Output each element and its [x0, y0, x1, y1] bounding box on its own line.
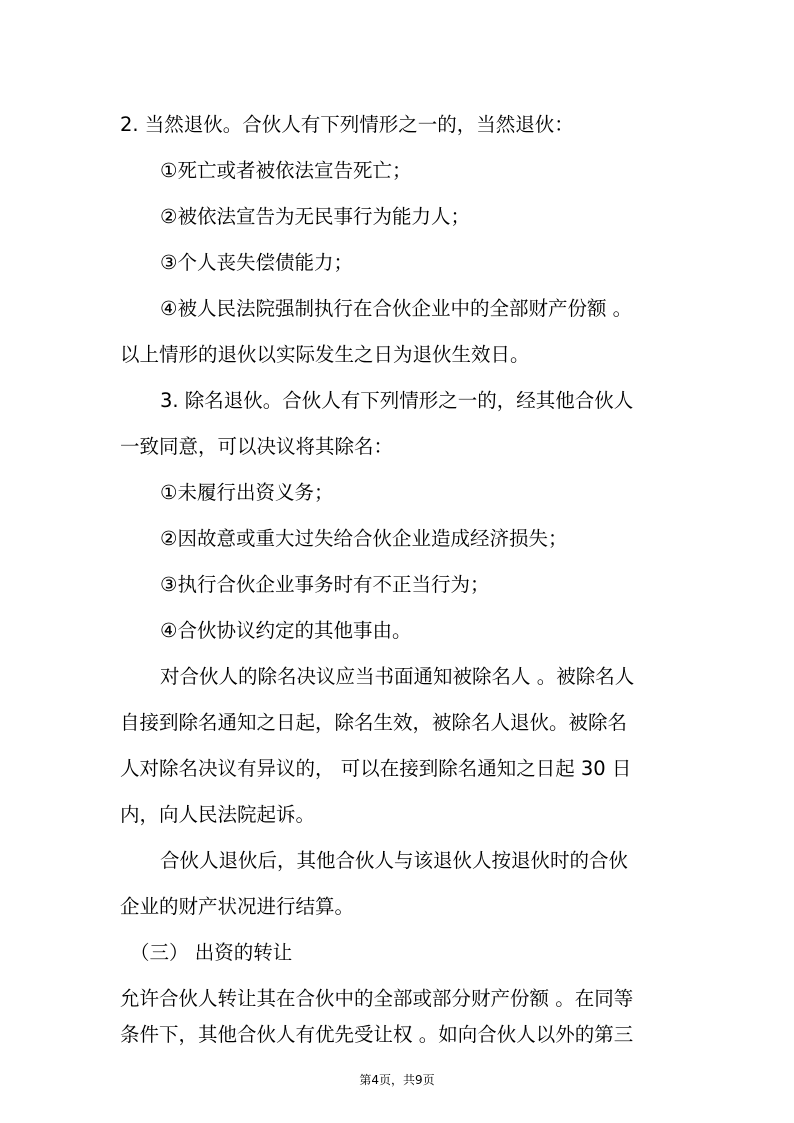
- text-line: ①死亡或者被依法宣告死亡；: [160, 159, 412, 182]
- text-line: 对合伙人的除名决议应当书面通知被除名人 。被除名人: [160, 665, 635, 688]
- text-line: 条件下，其他合伙人有优先受让权 。如向合伙人以外的第三: [120, 1023, 634, 1046]
- text-line: 自接到除名通知之日起，除名生效，被除名人退伙。被除名: [120, 711, 628, 734]
- text-line: 以上情形的退伙以实际发生之日为退伙生效日。: [120, 343, 530, 366]
- text-line: 一致同意，可以决议将其除名：: [120, 435, 394, 458]
- text-line: 允许合伙人转让其在合伙中的全部或部分财产份额 。在同等: [120, 987, 634, 1010]
- page-number: 第4页，共9页: [359, 1073, 435, 1087]
- text-line: 合伙人退伙后，其他合伙人与该退伙人按退伙时的合伙: [160, 849, 629, 872]
- text-line: ④合伙协议约定的其他事由。: [160, 619, 412, 642]
- text-line: ③执行合伙企业事务时有不正当行为；: [160, 573, 490, 596]
- text-line: 内，向人民法院起诉。: [120, 803, 316, 826]
- text-line: ④被人民法院强制执行在合伙企业中的全部财产份额 。: [160, 297, 633, 320]
- text-line: ②被依法宣告为无民事行为能力人；: [160, 205, 470, 228]
- text-line: 企业的财产状况进行结算。: [120, 895, 355, 918]
- text-line: 人对除名决议有异议的， 可以在接到除名通知之日起 30 日: [120, 757, 632, 780]
- text-line: 2. 当然退伙。合伙人有下列情形之一的，当然退伙：: [120, 113, 574, 136]
- text-line: ③个人丧失偿债能力；: [160, 251, 353, 274]
- text-line: 3. 除名退伙。合伙人有下列情形之一的，经其他合伙人: [160, 389, 634, 412]
- section-heading: （三） 出资的转让: [130, 941, 293, 964]
- text-line: ①未履行出资义务；: [160, 481, 334, 504]
- text-line: ②因故意或重大过失给合伙企业造成经济损失；: [160, 527, 568, 550]
